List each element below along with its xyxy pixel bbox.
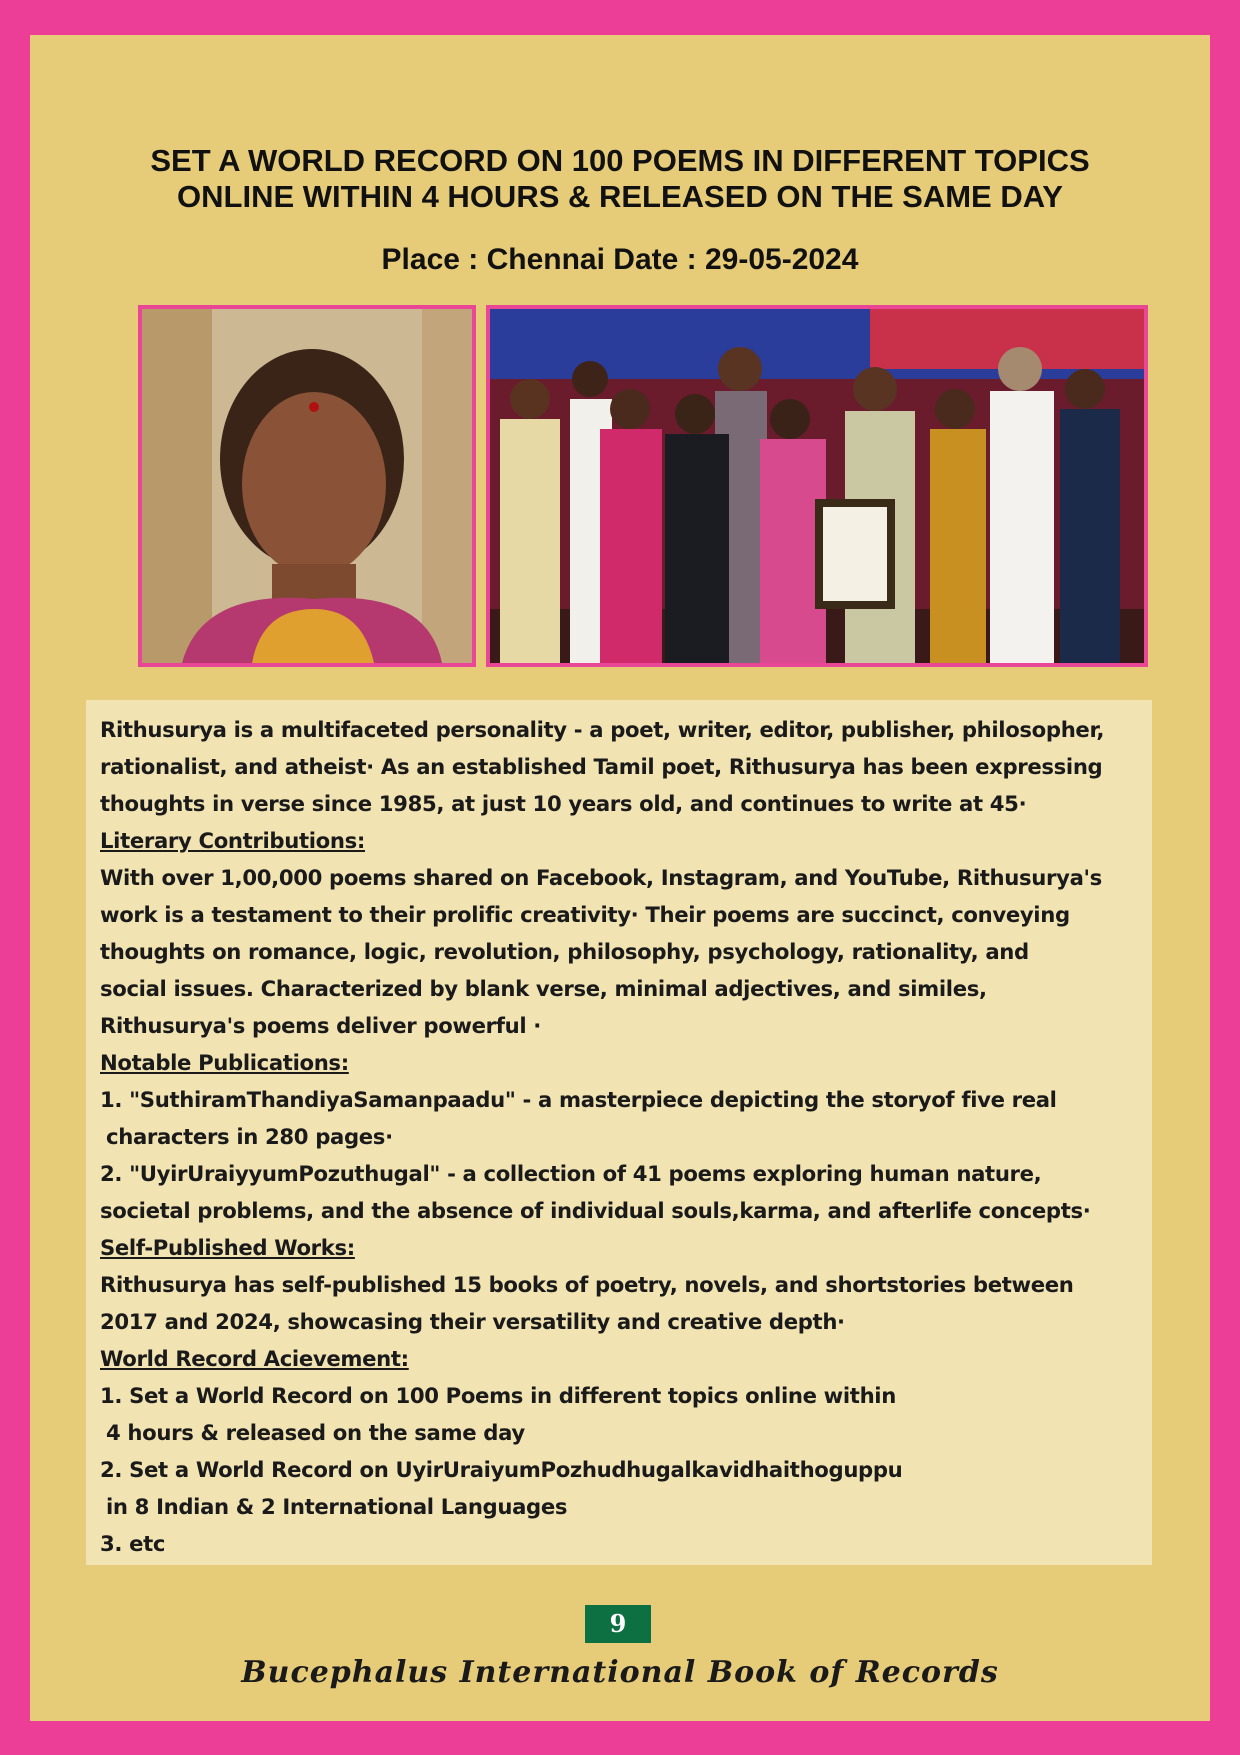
record-line: 4 hours & released on the same day xyxy=(106,1420,525,1445)
publication-line: characters in 280 pages· xyxy=(106,1124,393,1149)
intro-line: rationalist, and atheist· As an established Tamil poet, Rithusurya has been expressing xyxy=(100,754,1103,779)
self-published-line: Rithusurya has self-published 15 books of poetry, novels, and shortstories between xyxy=(100,1272,1074,1297)
group-image xyxy=(490,309,1144,663)
record-line: 1. Set a World Record on 100 Poems in different topics online within xyxy=(100,1383,896,1408)
publication-line: societal problems, and the absence of individual souls,karma, and afterlife concepts· xyxy=(100,1198,1091,1223)
literary-line: thoughts on romance, logic, revolution, philosophy, psychology, rationality, and xyxy=(100,939,1029,964)
record-line: 3. etc xyxy=(100,1531,166,1556)
publications-heading: Notable Publications: xyxy=(100,1050,349,1075)
record-line: 2. Set a World Record on UyirUraiyumPozhudhugalkavidhaithoguppu xyxy=(100,1457,903,1482)
intro-line: thoughts in verse since 1985, at just 10 years old, and continues to write at 45· xyxy=(100,791,1027,816)
literary-line: social issues. Characterized by blank verse, minimal adjectives, and similes, xyxy=(100,976,987,1001)
page xyxy=(30,35,1210,1721)
publication-line: 2. "UyirUraiyyumPozuthugal" - a collection of 41 poems exploring human nature, xyxy=(100,1161,1042,1186)
world-record-heading: World Record Acievement: xyxy=(100,1346,409,1371)
self-published-line: 2017 and 2024, showcasing their versatility and creative depth· xyxy=(100,1309,845,1334)
page-title xyxy=(30,143,1210,215)
intro-line: Rithusurya is a multifaceted personality - a poet, writer, editor, publisher, philosopher, xyxy=(100,717,1105,742)
title-line-2: ONLINE WITHIN 4 HOURS & RELEASED ON THE SAME DAY xyxy=(177,179,1063,214)
literary-line: With over 1,00,000 poems shared on Facebook, Instagram, and YouTube, Rithusurya's xyxy=(100,865,1102,890)
biography-textbox xyxy=(86,700,1152,1565)
footer-title: Bucephalus International Book of Records xyxy=(241,1655,999,1690)
literary-heading: Literary Contributions: xyxy=(100,828,365,853)
page-number-badge: 9 xyxy=(585,1605,651,1643)
publication-line: 1. "SuthiramThandiyaSamanpaadu" - a masterpiece depicting the storyof five real xyxy=(100,1087,1057,1112)
portrait-image xyxy=(142,309,472,663)
record-line: in 8 Indian & 2 International Languages xyxy=(106,1494,568,1519)
portrait-photo xyxy=(138,305,476,667)
title-line-1: SET A WORLD RECORD ON 100 POEMS IN DIFFERENT TOPICS xyxy=(150,143,1090,178)
literary-line: Rithusurya's poems deliver powerful · xyxy=(100,1013,541,1038)
place-date: Place : Chennai Date : 29-05-2024 xyxy=(381,243,859,276)
group-photo xyxy=(486,305,1148,667)
self-published-heading: Self-Published Works: xyxy=(100,1235,355,1260)
literary-line: work is a testament to their prolific creativity· Their poems are succinct, conveying xyxy=(100,902,1070,927)
